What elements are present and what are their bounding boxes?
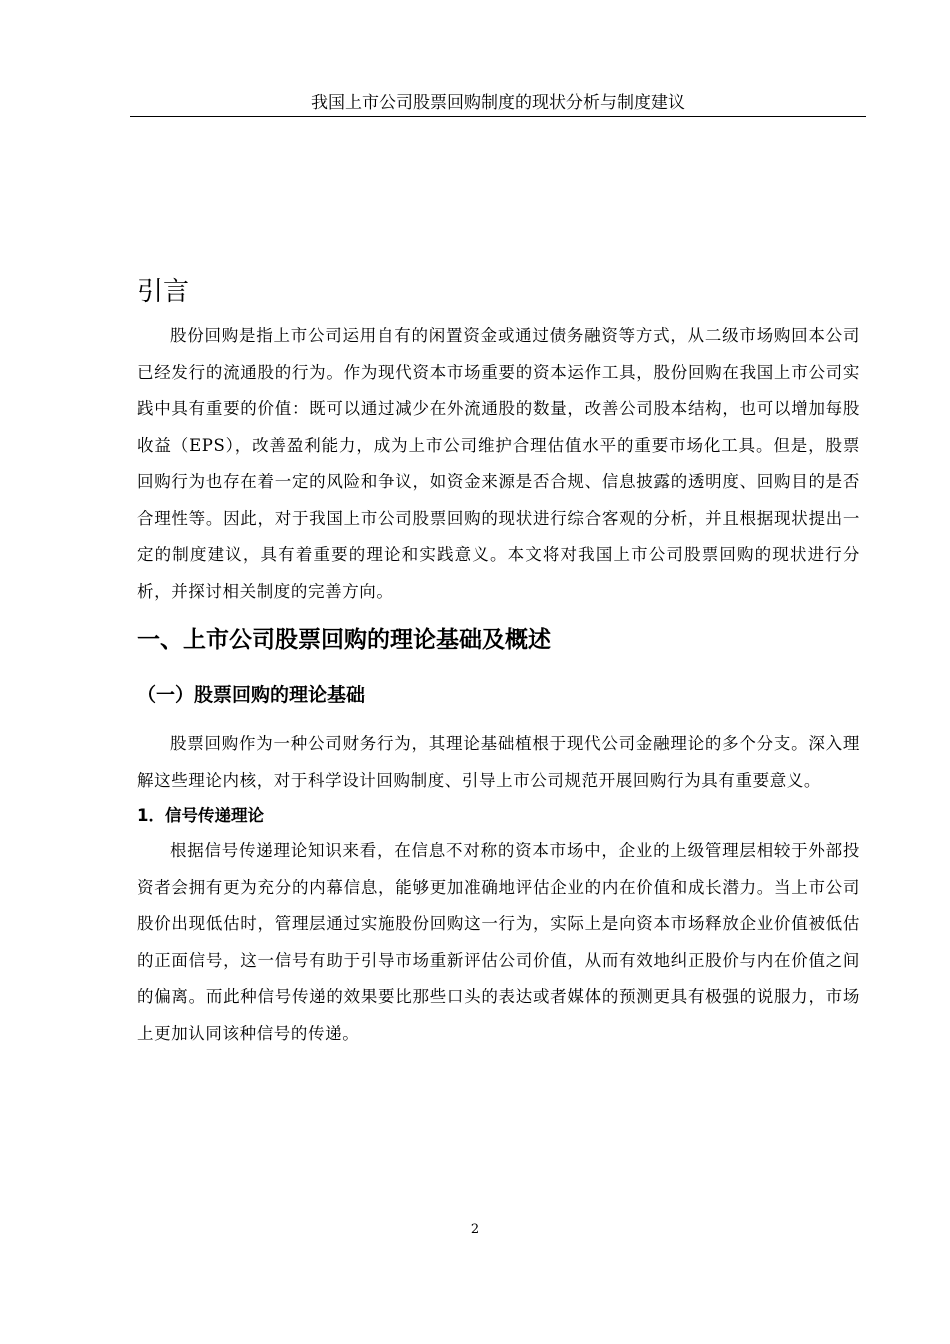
running-header: 我国上市公司股票回购制度的现状分析与制度建议 <box>311 93 685 113</box>
section-1-heading: 一、上市公司股票回购的理论基础及概述 <box>137 627 551 653</box>
intro-paragraph: 股份回购是指上市公司运用自有的闲置资金或通过债务融资等方式，从二级市场购回本公司已经发行的流通股的行为。作为现代资本市场重要的资本运作工具，股份回购在我国上市公司实践中具有重要的价值：既可以通过减少在外流通股的数量，改善公司股本结构，也可以增加每股收益（EPS），改善盈利能力，成为上市公司维护合理估值水平的重要市场化工具。但是，股票回购行为也存在着一定的风险和争议，如资金来源是否合规、信息披露的透明度、回购目的是否合理性等。因此，对于我国上市公司股票回购的现状进行综合客观的分析，并且根据现状提出一定的制度建议，具有着重要的理论和实践意义。本文将对我国上市公司股票回购的现状进行分析，并探讨相关制度的完善方向。 <box>137 326 860 601</box>
page-number: 2 <box>470 1222 480 1237</box>
page-content <box>137 270 860 1052</box>
header-rule <box>130 116 866 117</box>
item-1-paragraph: 根据信号传递理论知识来看，在信息不对称的资本市场中，企业的上级管理层相较于外部投资者会拥有更为充分的内幕信息，能够更加准确地评估企业的内在价值和成长潜力。当上市公司股价出现低估时，管理层通过实施股份回购这一行为，实际上是向资本市场释放企业价值被低估的正面信号，这一信号有助于引导市场重新评估公司价值，从而有效地纠正股价与内在价值之间的偏离。而此种信号传递的效果要比那些口头的表达或者媒体的预测更具有极强的说服力，市场上更加认同该种信号的传递。 <box>137 841 860 1043</box>
subsection-1-heading: （一）股票回购的理论基础 <box>137 684 366 706</box>
subsection-1-paragraph: 股票回购作为一种公司财务行为，其理论基础植根于现代公司金融理论的多个分支。深入理解这些理论内核，对于科学设计回购制度、引导上市公司规范开展回购行为具有重要意义。 <box>137 734 860 790</box>
item-1-heading: 1．信号传递理论 <box>137 806 264 825</box>
intro-heading: 引言 <box>137 277 190 307</box>
